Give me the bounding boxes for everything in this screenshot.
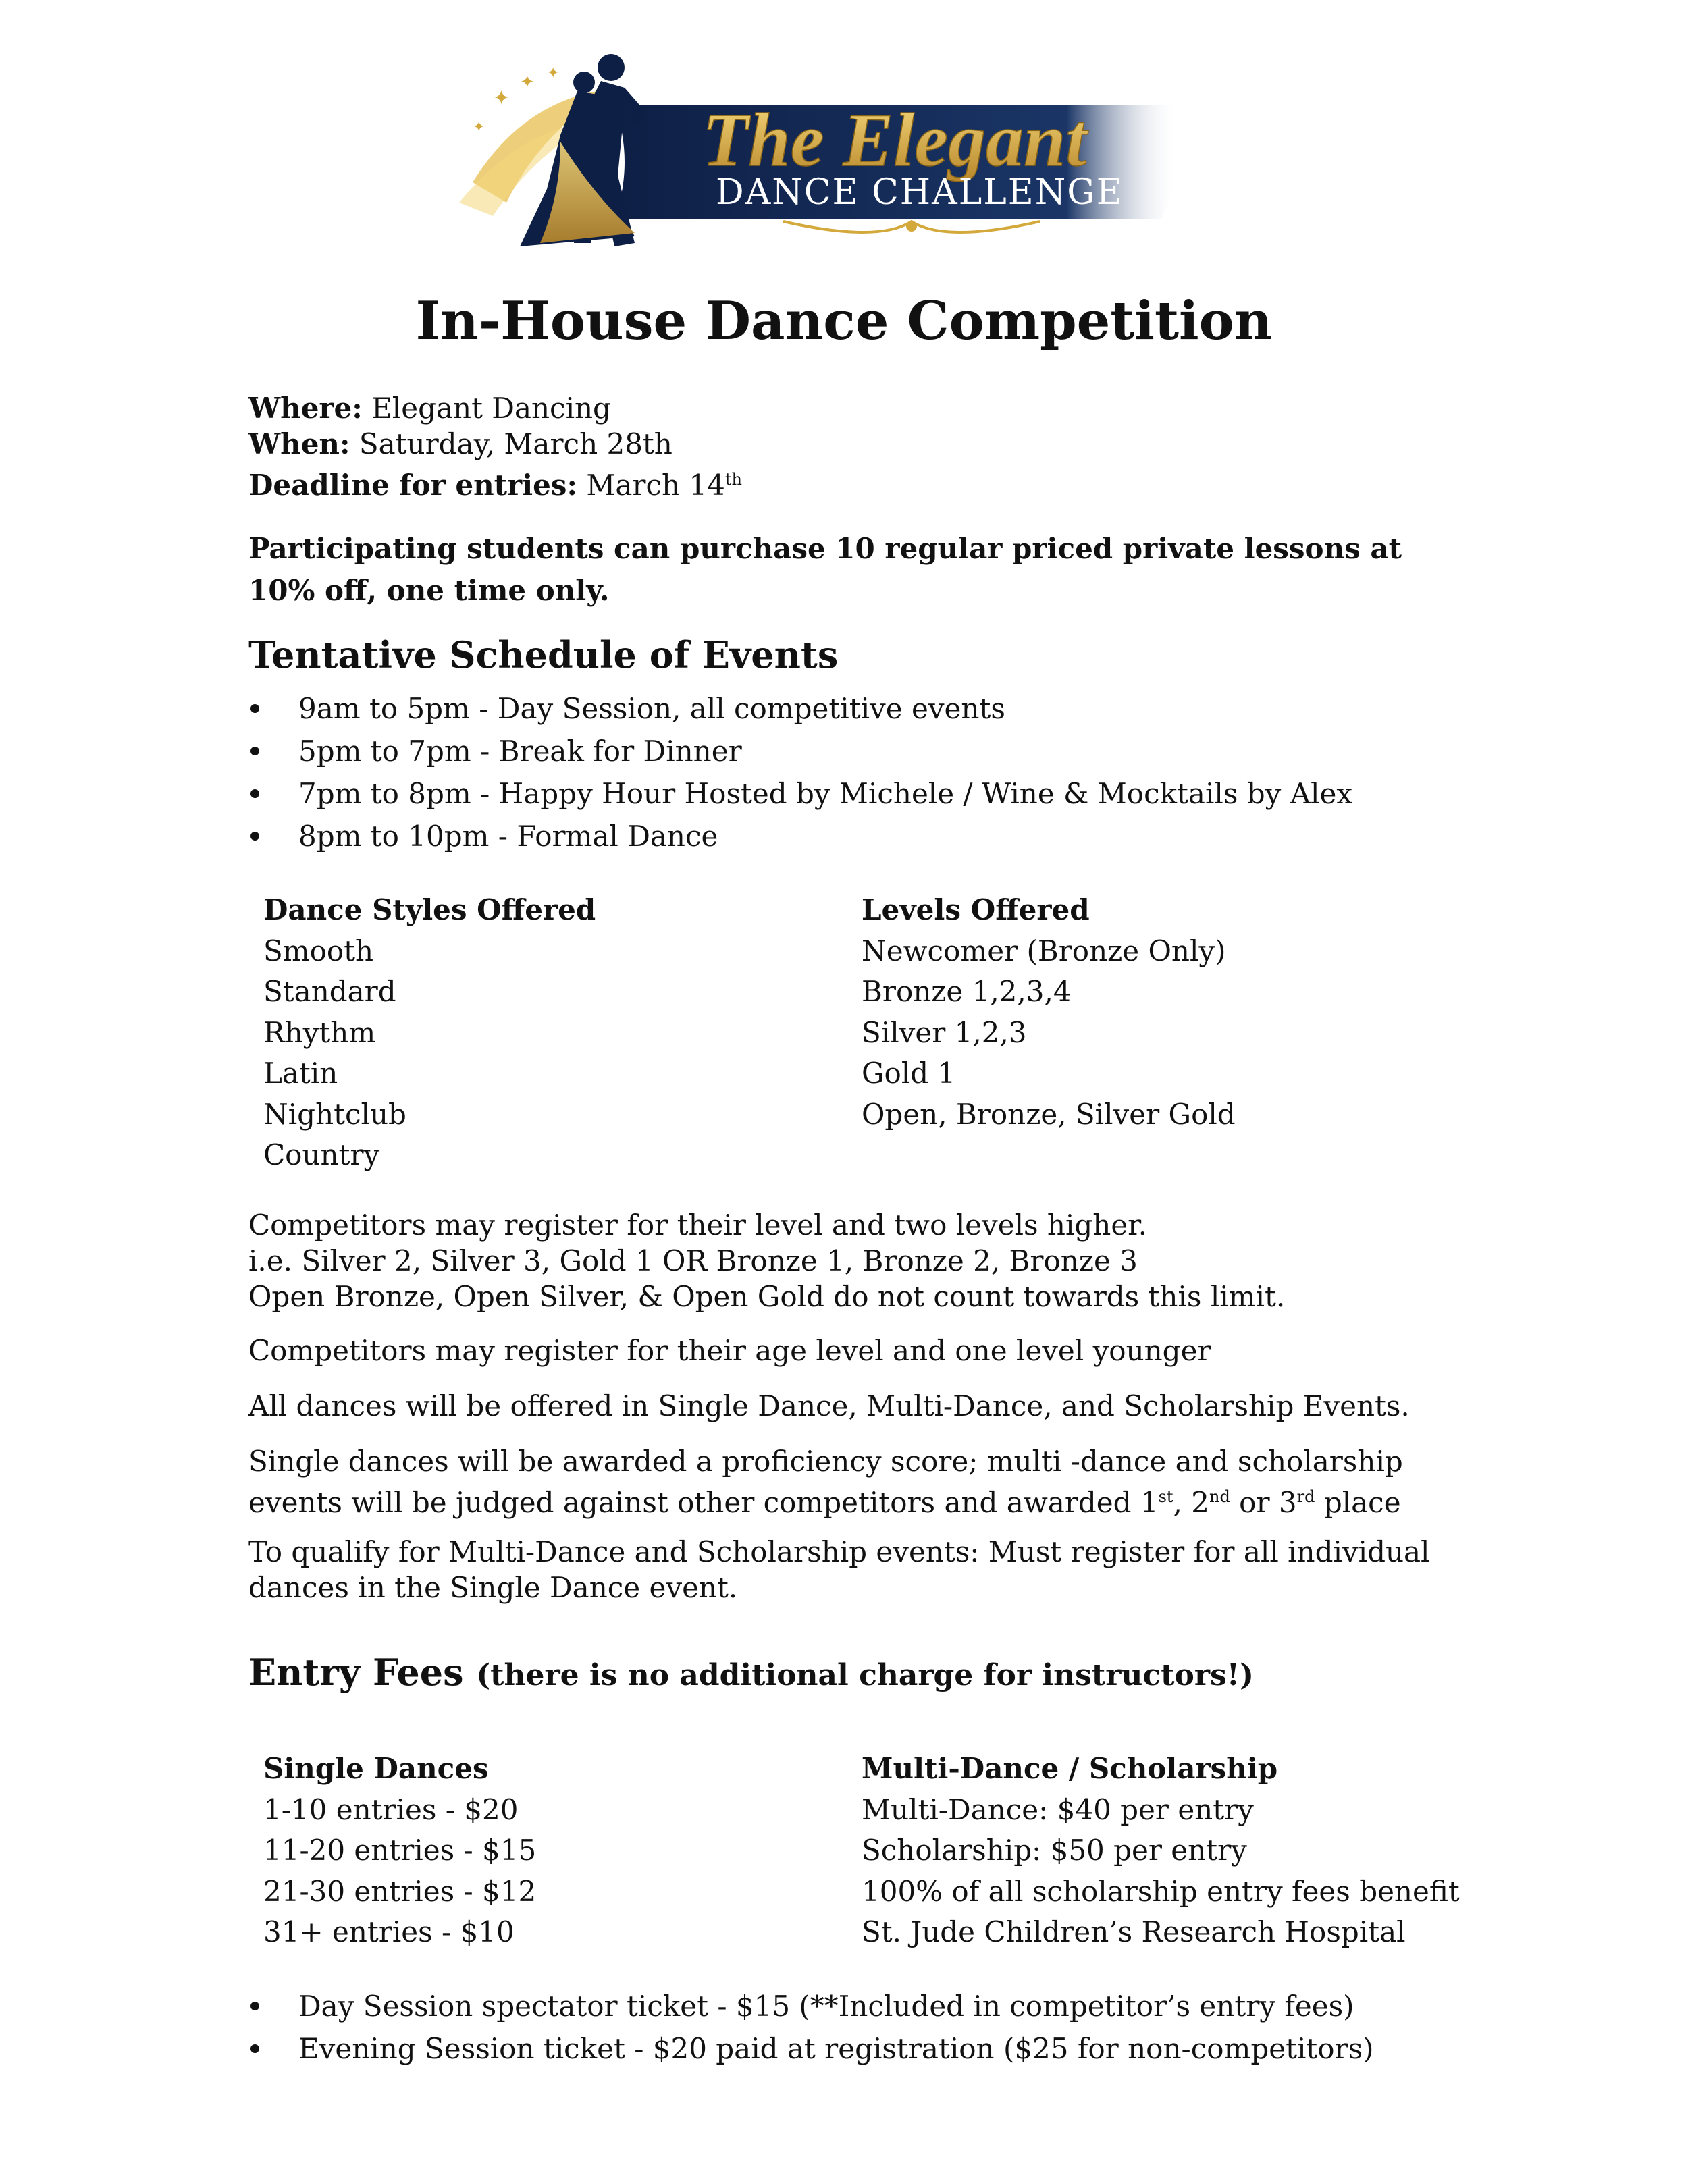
ticket-list <box>248 1985 1374 2070</box>
schedule-item: 7pm to 8pm - Happy Hour Hosted by Michele / Wine & Mocktails by Alex <box>248 772 1352 815</box>
level-rules <box>248 1207 1450 1314</box>
styles-column <box>263 890 596 1176</box>
single-fee-item: 1-10 entries - $20 <box>263 1792 519 1826</box>
multi-dance-column <box>862 1749 1460 1953</box>
scoring-sep-1: , 2 <box>1173 1486 1209 1519</box>
schedule-item: 5pm to 7pm - Break for Dinner <box>248 730 1352 772</box>
scoring-text: Single dances will be awarded a proficiency score; multi -dance and scholarship events will be judged against other competitors and awarded 1 <box>248 1445 1403 1519</box>
levels-heading: Levels Offered <box>862 893 1090 926</box>
ticket-item: Evening Session ticket - $20 paid at registration ($25 for non-competitors) <box>248 2027 1374 2070</box>
ticket-item: Day Session spectator ticket - $15 (**Included in competitor’s entry fees) <box>248 1985 1374 2027</box>
when-value: Saturday, March 28th <box>359 427 672 460</box>
events-offered: All dances will be offered in Single Dance, Multi-Dance, and Scholarship Events. <box>248 1389 1410 1422</box>
scoring-sep-2: or 3 <box>1230 1486 1297 1519</box>
styles-heading: Dance Styles Offered <box>263 893 596 926</box>
level-item: Newcomer (Bronze Only) <box>862 934 1226 967</box>
svg-text:✦: ✦ <box>493 86 510 110</box>
when-label: When: <box>248 427 350 460</box>
style-item: Latin <box>263 1057 338 1090</box>
fees-heading-line <box>248 1651 1254 1694</box>
schedule-item: 8pm to 10pm - Formal Dance <box>248 815 1352 857</box>
level-item: Open, Bronze, Silver Gold <box>862 1097 1236 1131</box>
when-line <box>248 426 742 462</box>
sup-rd: rd <box>1296 1487 1315 1506</box>
where-label: Where: <box>248 392 363 425</box>
level-item: Silver 1,2,3 <box>862 1015 1027 1049</box>
deadline-line <box>248 462 742 503</box>
deadline-value: March 14 <box>586 469 725 502</box>
multi-fee-item: Multi-Dance: $40 per entry <box>862 1792 1254 1826</box>
style-item: Country <box>263 1138 380 1171</box>
single-dances-column <box>263 1749 536 1953</box>
rule-line: Competitors may register for their level and two levels higher. <box>248 1208 1147 1242</box>
promo-text: Participating students can purchase 10 regular priced private lessons at 10% off, one time only. <box>248 532 1402 607</box>
level-item: Gold 1 <box>862 1057 956 1090</box>
multi-fee-item: Scholarship: $50 per entry <box>862 1834 1247 1867</box>
single-fee-item: 21-30 entries - $12 <box>263 1874 537 1908</box>
where-value: Elegant Dancing <box>371 392 611 425</box>
qualify-rule: To qualify for Multi-Dance and Scholarship events: Must register for all individual dances in the Single Dance event. <box>248 1535 1430 1604</box>
page-title: In-House Dance Competition <box>415 290 1273 352</box>
levels-column <box>862 890 1236 1135</box>
level-item: Bronze 1,2,3,4 <box>862 975 1072 1008</box>
scoring-rule <box>248 1443 1450 1520</box>
svg-text:✦: ✦ <box>547 65 560 82</box>
deadline-suffix: th <box>724 470 742 489</box>
multi-fee-item: 100% of all scholarship entry fees benefit <box>862 1874 1460 1908</box>
multi-fee-item: St. Jude Children’s Research Hospital <box>862 1915 1406 1948</box>
scoring-end: place <box>1315 1486 1401 1519</box>
style-item: Rhythm <box>263 1015 376 1049</box>
style-item: Standard <box>263 975 396 1008</box>
multi-heading: Multi-Dance / Scholarship <box>862 1752 1278 1785</box>
schedule-list <box>248 687 1352 857</box>
schedule-heading: Tentative Schedule of Events <box>248 633 839 676</box>
age-rule: Competitors may register for their age level and one level younger <box>248 1334 1211 1367</box>
fees-heading: Entry Fees <box>248 1651 464 1694</box>
where-line <box>248 390 742 426</box>
sup-st: st <box>1158 1487 1173 1506</box>
single-fee-item: 11-20 entries - $15 <box>263 1834 537 1867</box>
logo-line1: The Elegant <box>702 99 1087 182</box>
sup-nd: nd <box>1209 1487 1230 1506</box>
svg-text:✦: ✦ <box>520 72 535 92</box>
fees-note: (there is no additional charge for instructors!) <box>476 1658 1254 1693</box>
deadline-label: Deadline for entries: <box>248 469 577 502</box>
rule-line: i.e. Silver 2, Silver 3, Gold 1 OR Bronze 1, Bronze 2, Bronze 3 <box>248 1244 1138 1277</box>
single-fee-item: 31+ entries - $10 <box>263 1915 515 1948</box>
logo-line2: DANCE CHALLENGE <box>716 172 1124 213</box>
schedule-item: 9am to 5pm - Day Session, all competitive events <box>248 687 1352 730</box>
event-info <box>248 390 742 503</box>
rule-line: Open Bronze, Open Silver, & Open Gold do not count towards this limit. <box>248 1280 1286 1313</box>
style-item: Smooth <box>263 934 374 967</box>
style-item: Nightclub <box>263 1097 406 1131</box>
logo-graphic <box>446 41 1188 257</box>
single-heading: Single Dances <box>263 1752 489 1785</box>
event-logo <box>446 41 1188 257</box>
svg-text:✦: ✦ <box>473 119 485 136</box>
